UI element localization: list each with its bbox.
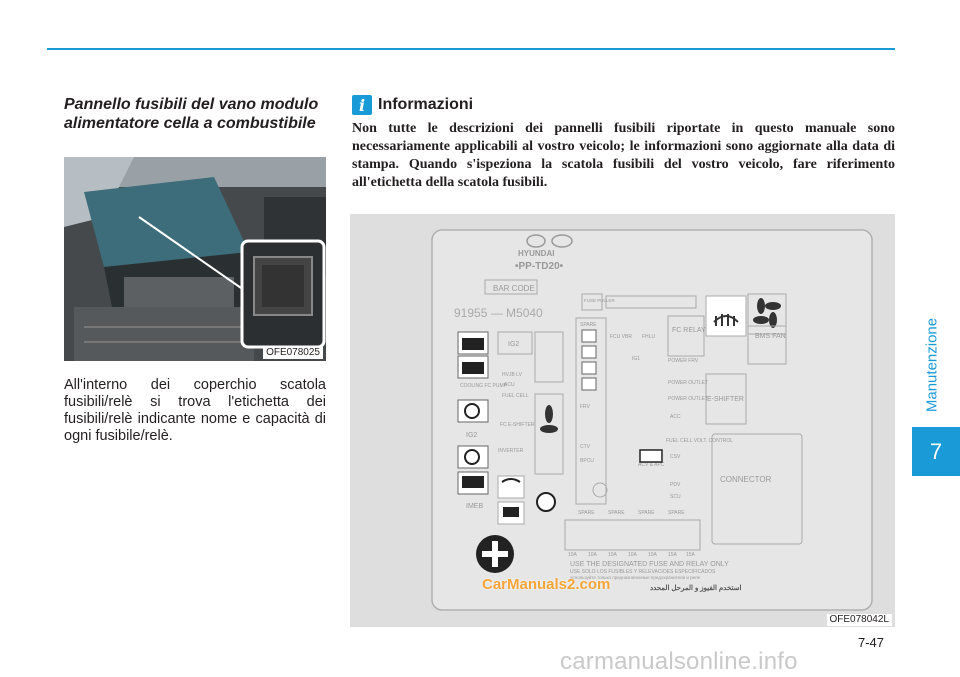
right-label-4: FUEL CELL VOLT. CONTROL (666, 438, 734, 444)
mid-label-2: ACU (504, 382, 515, 388)
bottom-label-2: 10A (608, 552, 617, 558)
center-label-5: CTV (580, 444, 590, 450)
fuse-puller-label: FUSE PULLER (584, 298, 615, 303)
chapter-number-box[interactable] (912, 427, 960, 476)
diagram-code: OFE078042L (827, 614, 893, 626)
mid-label-1: HVJB LV (502, 372, 522, 378)
e-shifter-label: E-SHIFTER (707, 396, 744, 403)
bar-code-text: BAR CODE (493, 284, 535, 293)
center-label-2: FHLU (642, 334, 656, 340)
left-label-2: IG2 (466, 432, 478, 439)
info-heading (352, 95, 473, 115)
center-label-0: SPARE (580, 322, 597, 328)
section-title: Pannello fusibili del vano modulo alimentatore cella a combustibile (64, 96, 319, 132)
chapter-side-tab[interactable] (912, 300, 952, 430)
page-number: 7-47 (858, 635, 885, 650)
center-label-10: SPARE (638, 510, 655, 516)
info-title: Informazioni (378, 96, 474, 113)
engine-bay-photo (64, 157, 326, 361)
right-label-1: POWER OUTLET (668, 380, 709, 386)
left-label-3: IMEB (466, 503, 484, 510)
engine-bay-illustration (64, 157, 326, 361)
bottom-label-4: 10A (648, 552, 657, 558)
notice-en: USE THE DESIGNATED FUSE AND RELAY ONLY (570, 561, 729, 568)
part-number-text: 91955 — M5040 (454, 306, 543, 320)
brand-text: HYUNDAI (518, 249, 555, 258)
fuse-box-diagram (350, 214, 895, 627)
fuse-panel-label-drawing (350, 214, 895, 627)
right-label-5: CSV (670, 454, 681, 460)
mid-label-3: FUEL CELL (502, 393, 529, 399)
left-label-1: COOLING FC PUMP (460, 383, 507, 389)
right-label-3: ACC (670, 414, 681, 420)
notice-ru: используйте только предназначенные предохранители и реле (570, 575, 701, 580)
center-label-1: FCU VBR (610, 334, 632, 340)
bottom-label-5: 15A (668, 552, 677, 558)
section-body: All'interno dei coperchio scatola fusibili/relè si trova l'etichetta dei fusibili/relè indicante nome e capacità di ogni fusibile/relè. (64, 377, 326, 444)
center-label-9: SPARE (608, 510, 625, 516)
mid-label-5: INVERTER (498, 448, 524, 454)
photo-code: OFE078025 (263, 347, 323, 359)
center-label-4: FRV (580, 404, 590, 410)
right-label-7: SCU (670, 494, 681, 500)
right-label-2: POWER OUTLET (668, 396, 709, 402)
top-rule (47, 48, 895, 50)
notice-es: USE SOLO LOS FUSIBLES Y RELEVACIOES ESPECIFICADOS (570, 569, 716, 575)
center-label-3: IG1 (632, 356, 641, 362)
bottom-label-1: 10A (588, 552, 597, 558)
fc-relay-label: FC RELAY (672, 327, 706, 334)
chapter-side-title: Manutenzione (923, 317, 941, 413)
bms-fan-label: BMS FAN (755, 333, 786, 340)
center-label-8: SPARE (578, 510, 595, 516)
chapter-number: 7 (929, 438, 943, 464)
right-label-0: POWER FRV (668, 358, 699, 364)
bottom-label-6: 15A (686, 552, 695, 558)
mid-label-4: FC E-SHIFTER (500, 422, 535, 428)
bottom-label-0: 10A (568, 552, 577, 558)
connector-label: CONNECTOR (720, 475, 772, 484)
center-label-11: SPARE (668, 510, 685, 516)
notice-ar: استخدم الفيوز و المرحل المحدد (650, 585, 742, 592)
info-icon: i (352, 95, 372, 115)
mid-label-0: IG2 (508, 341, 520, 348)
footer-watermark[interactable]: carmanualsonline.info (560, 648, 798, 675)
info-body: Non tutte le descrizioni dei pannelli fusibili riportate in questo manuale sono necessariamente applicabili al vostro veicolo; le informazioni sono aggiornate alla data di stampa. Quando s'ispeziona la scatola fusibili del vostro veicolo, fare riferimento all'etichetta della scatola fusibili. (352, 121, 895, 190)
carmanuals-watermark: CarManuals2.com (482, 576, 611, 593)
center-label-7: ACV & APC (638, 462, 665, 468)
bottom-label-3: 10A (628, 552, 637, 558)
right-label-6: PDV (670, 482, 681, 488)
part-text: •PP-TD20• (515, 261, 564, 272)
center-label-6: BPCU (580, 458, 594, 464)
